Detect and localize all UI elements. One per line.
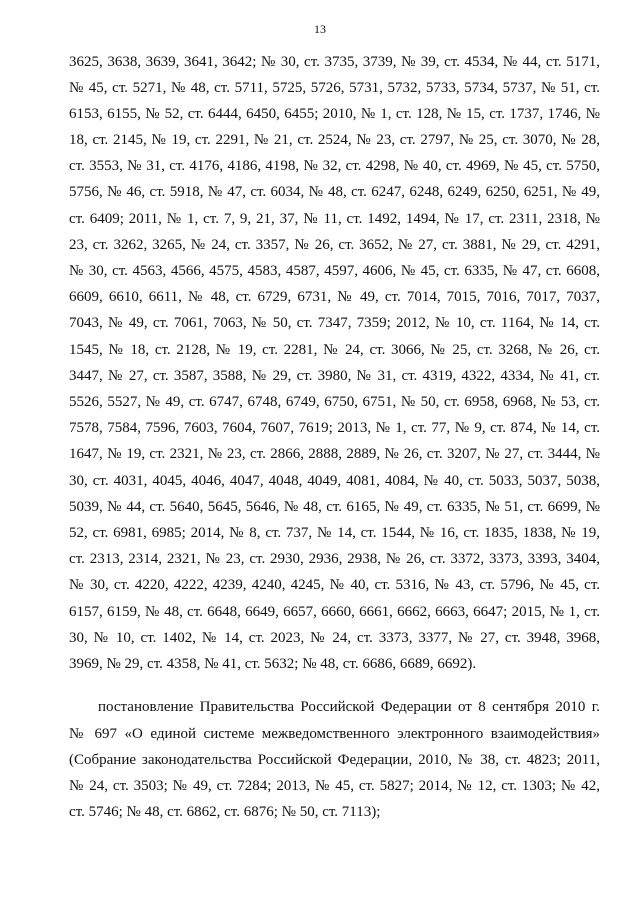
text-line: ст. 2313, 2314, 2321, № 23, ст. 2930, 2936, 2938, № 26, ст. 3372, 3373, 3393, 3404, bbox=[69, 551, 600, 567]
text-line: 1647, № 19, ст. 2321, № 23, ст. 2866, 2888, 2889, № 26, ст. 3207, № 27, ст. 3444, № bbox=[69, 446, 600, 462]
text-line: 18, ст. 2145, № 19, ст. 2291, № 21, ст. 2524, № 23, ст. 2797, № 25, ст. 3070, № 28, bbox=[69, 132, 600, 148]
text-line: (Собрание законодательства Российской Федерации, 2010, № 38, ст. 4823; 2011, bbox=[69, 752, 600, 768]
text-line: 3447, № 27, ст. 3587, 3588, № 29, ст. 3980, № 31, ст. 4319, 4322, 4334, № 41, ст. bbox=[69, 368, 600, 384]
text-line: 5526, 5527, № 49, ст. 6747, 6748, 6749, 6750, 6751, № 50, ст. 6958, 6968, № 53, ст. bbox=[69, 394, 600, 410]
text-line: 30, ст. 4031, 4045, 4046, 4047, 4048, 4049, 4081, 4084, № 40, ст. 5033, 5037, 5038, bbox=[69, 473, 600, 489]
text-line: 52, ст. 6981, 6985; 2014, № 8, ст. 737, № 14, ст. 1544, № 16, ст. 1835, 1838, № 19, bbox=[69, 525, 600, 541]
text-line: 5039, № 44, ст. 5640, 5645, 5646, № 48, ст. 6165, № 49, ст. 6335, № 51, ст. 6699, № bbox=[69, 499, 600, 515]
text-line: 3625, 3638, 3639, 3641, 3642; № 30, ст. 3735, 3739, № 39, ст. 4534, № 44, ст. 5171, bbox=[69, 54, 600, 70]
text-line: 7578, 7584, 7596, 7603, 7604, 7607, 7619; 2013, № 1, ст. 77, № 9, ст. 874, № 14, ст. bbox=[69, 420, 600, 436]
text-line: 5756, № 46, ст. 5918, № 47, ст. 6034, № 48, ст. 6247, 6248, 6249, 6250, 6251, № 49, bbox=[69, 184, 600, 200]
text-line: ст. 3553, № 31, ст. 4176, 4186, 4198, № 32, ст. 4298, № 40, ст. 4969, № 45, ст. 5750, bbox=[69, 158, 600, 174]
text-line: 6157, 6159, № 48, ст. 6648, 6649, 6657, 6660, 6661, 6662, 6663, 6647; 2015, № 1, ст. bbox=[69, 604, 600, 620]
text-line: № 697 «О единой системе межведомственного электронного взаимодействия» bbox=[69, 726, 600, 742]
text-line: 6153, 6155, № 52, ст. 6444, 6450, 6455; 2010, № 1, ст. 128, № 15, ст. 1737, 1746, № bbox=[69, 106, 600, 122]
text-line: № 30, ст. 4563, 4566, 4575, 4583, 4587, 4597, 4606, № 45, ст. 6335, № 47, ст. 6608, bbox=[69, 263, 600, 279]
text-line: 30, № 10, ст. 1402, № 14, ст. 2023, № 24, ст. 3373, 3377, № 27, ст. 3948, 3968, bbox=[69, 630, 600, 646]
text-line: № 45, ст. 5271, № 48, ст. 5711, 5725, 5726, 5731, 5732, 5733, 5734, 5737, № 51, ст. bbox=[69, 80, 600, 96]
text-line: 23, ст. 3262, 3265, № 24, ст. 3357, № 26, ст. 3652, № 27, ст. 3881, № 29, ст. 4291, bbox=[69, 237, 600, 253]
text-line: 7043, № 49, ст. 7061, 7063, № 50, ст. 7347, 7359; 2012, № 10, ст. 1164, № 14, ст. bbox=[69, 315, 600, 331]
text-line: ст. 5746; № 48, ст. 6862, ст. 6876; № 50, ст. 7113); bbox=[69, 804, 381, 820]
text-line: № 30, ст. 4220, 4222, 4239, 4240, 4245, № 40, ст. 5316, № 43, ст. 5796, № 45, ст. bbox=[69, 577, 600, 593]
text-line: 6609, 6610, 6611, № 48, ст. 6729, 6731, № 49, ст. 7014, 7015, 7016, 7017, 7037, bbox=[69, 289, 600, 305]
text-line: постановление Правительства Российской Федерации от 8 сентября 2010 г. bbox=[98, 699, 600, 715]
page-number: 13 bbox=[314, 22, 326, 36]
text-line: 1545, № 18, ст. 2128, № 19, ст. 2281, № 24, ст. 3066, № 25, ст. 3268, № 26, ст. bbox=[69, 342, 600, 358]
text-line: 3969, № 29, ст. 4358, № 41, ст. 5632; № 48, ст. 6686, 6689, 6692). bbox=[69, 656, 477, 672]
text-line: № 24, ст. 3503; № 49, ст. 7284; 2013, № 45, ст. 5827; 2014, № 12, ст. 1303; № 42, bbox=[69, 778, 600, 794]
text-line: ст. 6409; 2011, № 1, ст. 7, 9, 21, 37, № 11, ст. 1492, 1494, № 17, ст. 2311, 2318, № bbox=[69, 211, 600, 227]
